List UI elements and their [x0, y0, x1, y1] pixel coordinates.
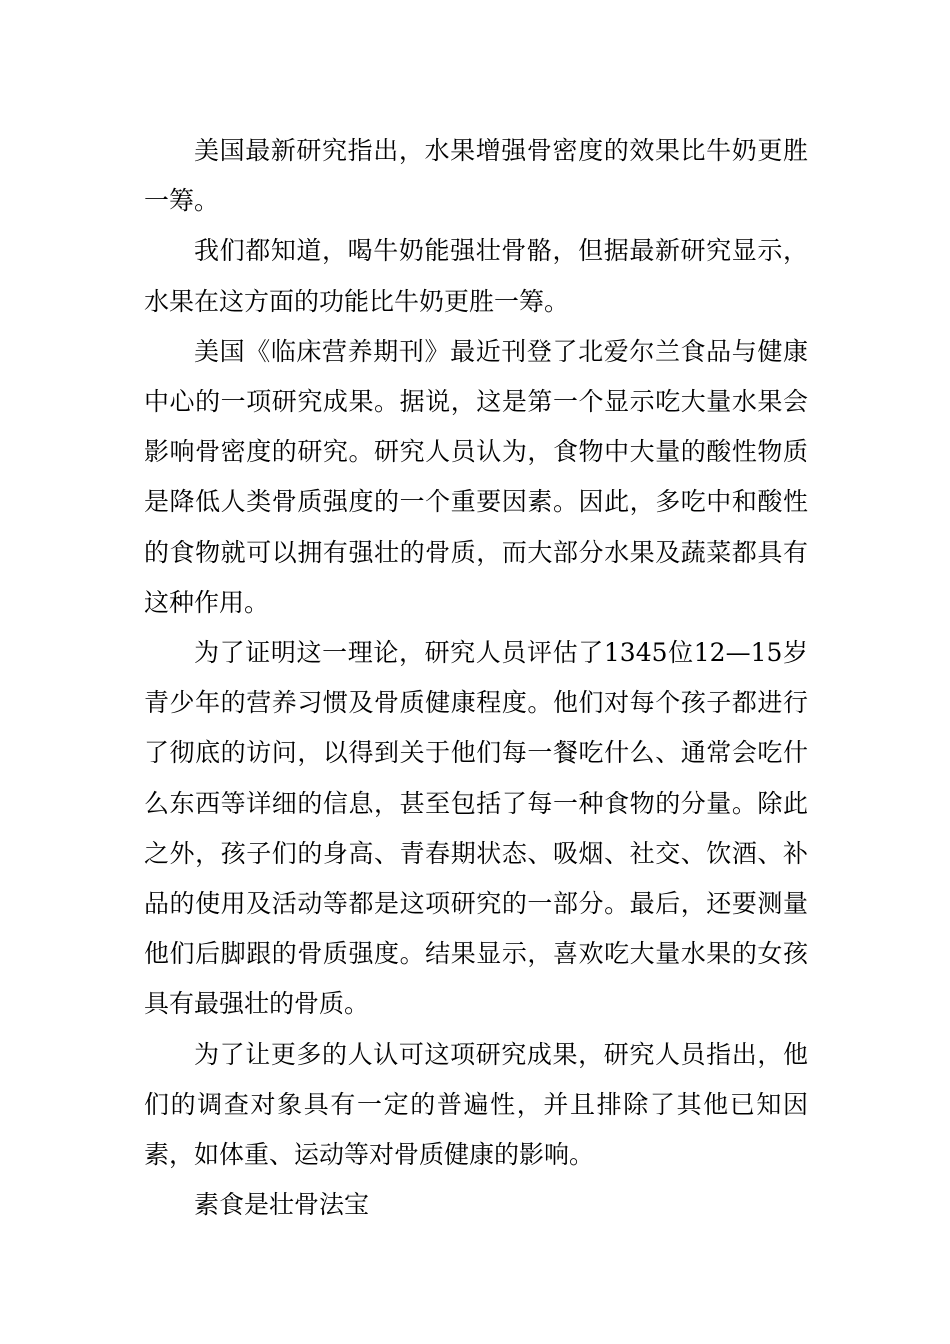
paragraph-intro: 美国最新研究指出，水果增强骨密度的效果比牛奶更胜一筹。: [144, 136, 808, 216]
section-heading: 素食是壮骨法宝: [194, 1190, 370, 1220]
paragraph-milk-comparison: 我们都知道，喝牛奶能强壮骨骼，但据最新研究显示，水果在这方面的功能比牛奶更胜一筹。: [144, 236, 808, 316]
paragraph-study-method: 为了证明这一理论，研究人员评估了1345位12—15岁青少年的营养习惯及骨质健康程度。他们对每个孩子都进行了彻底的访问，以得到关于他们每一餐吃什么、通常会吃什么东西等详细的信息，甚至包括了每一种食物的分量。除此之外，孩子们的身高、青春期状态、吸烟、社交、饮酒、补品的使用及活动等都是这项研究的一部分。最后，还要测量他们后脚跟的骨质强度。结果显示，喜欢吃大量水果的女孩具有最强壮的骨质。: [144, 638, 808, 1019]
paragraph-journal-study: 美国《临床营养期刊》最近刊登了北爱尔兰食品与健康中心的一项研究成果。据说，这是第一个显示吃大量水果会影响骨密度的研究。研究人员认为，食物中大量的酸性物质是降低人类骨质强度的一个重要因素。因此，多吃中和酸性的食物就可以拥有强壮的骨质，而大部分水果及蔬菜都具有这种作用。: [144, 336, 808, 617]
document-body: [144, 126, 808, 1230]
paragraph-study-validity: 为了让更多的人认可这项研究成果，研究人员指出，他们的调查对象具有一定的普遍性，并且排除了其他已知因素，如体重、运动等对骨质健康的影响。: [144, 1039, 808, 1170]
